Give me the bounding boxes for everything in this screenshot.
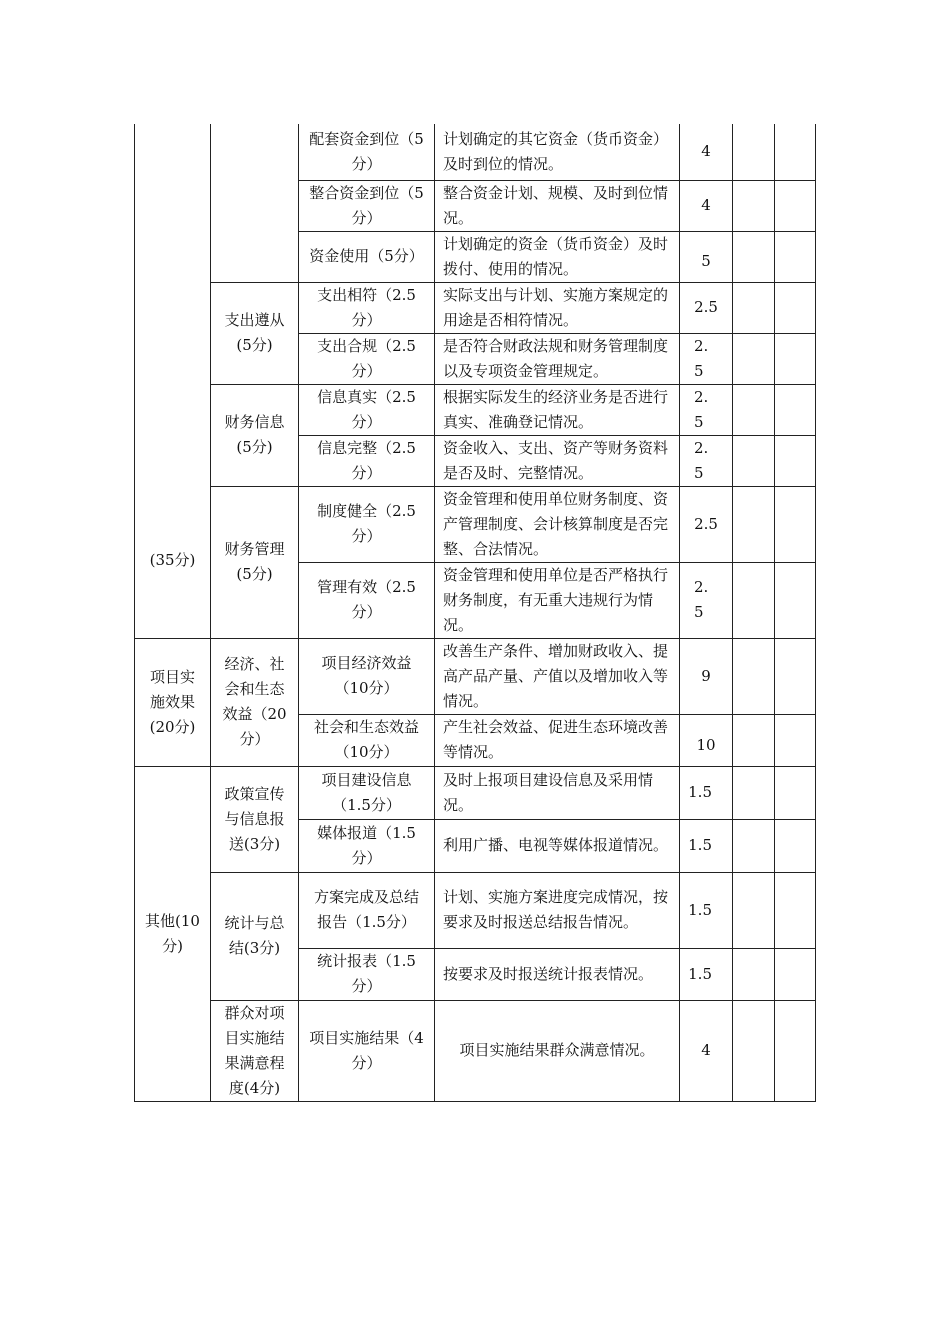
item-cell: 支出合规（2.5分） [299, 333, 435, 384]
empty-cell [775, 766, 816, 819]
table-row [135, 766, 816, 819]
desc-cell: 实际支出与计划、实施方案规定的用途是否相符情况。 [435, 282, 680, 333]
empty-cell [733, 333, 775, 384]
subcategory-cell: 财务信息(5分) [211, 384, 299, 486]
score-cell: 2.5 [680, 384, 733, 435]
item-cell: 资金使用（5分） [299, 231, 435, 282]
desc-cell: 根据实际发生的经济业务是否进行真实、准确登记情况。 [435, 384, 680, 435]
desc-cell: 按要求及时报送统计报表情况。 [435, 948, 680, 1000]
empty-cell [775, 333, 816, 384]
score-cell: 4 [680, 124, 733, 180]
score-cell: 2.5 [680, 486, 733, 562]
desc-cell: 资金管理和使用单位是否严格执行财务制度，有无重大违规行为情况。 [435, 562, 680, 638]
empty-cell [775, 384, 816, 435]
desc-cell: 资金收入、支出、资产等财务资料是否及时、完整情况。 [435, 435, 680, 486]
subcategory-cell [211, 124, 299, 282]
desc-cell: 整合资金计划、规模、及时到位情况。 [435, 180, 680, 231]
empty-cell [733, 638, 775, 714]
item-cell: 信息完整（2.5分） [299, 435, 435, 486]
score-cell: 2.5 [680, 282, 733, 333]
empty-cell [775, 180, 816, 231]
empty-cell [775, 231, 816, 282]
item-cell: 社会和生态效益（10分） [299, 714, 435, 766]
empty-cell [733, 435, 775, 486]
category-cell [135, 124, 211, 638]
desc-cell: 产生社会效益、促进生态环境改善等情况。 [435, 714, 680, 766]
item-cell: 配套资金到位（5分） [299, 124, 435, 180]
table-row [135, 872, 816, 948]
empty-cell [775, 714, 816, 766]
desc-cell: 是否符合财政法规和财务管理制度以及专项资金管理规定。 [435, 333, 680, 384]
item-cell: 整合资金到位（5分） [299, 180, 435, 231]
empty-cell [733, 282, 775, 333]
empty-cell [733, 124, 775, 180]
score-cell: 1.5 [680, 948, 733, 1000]
score-cell: 5 [680, 231, 733, 282]
empty-cell [733, 819, 775, 872]
desc-cell: 计划确定的其它资金（货币资金）及时到位的情况。 [435, 124, 680, 180]
score-cell: 4 [680, 180, 733, 231]
empty-cell [775, 124, 816, 180]
score-cell: 4 [680, 1000, 733, 1101]
subcategory-cell: 财务管理(5分) [211, 486, 299, 638]
desc-cell: 计划确定的资金（货币资金）及时拨付、使用的情况。 [435, 231, 680, 282]
desc-cell: 及时上报项目建设信息及采用情况。 [435, 766, 680, 819]
item-cell: 统计报表（1.5分） [299, 948, 435, 1000]
desc-cell: 利用广播、电视等媒体报道情况。 [435, 819, 680, 872]
evaluation-table [134, 124, 816, 1102]
empty-cell [733, 714, 775, 766]
subcategory-cell: 经济、社会和生态效益（20分） [211, 638, 299, 766]
empty-cell [733, 486, 775, 562]
item-cell: 方案完成及总结报告（1.5分） [299, 872, 435, 948]
empty-cell [775, 562, 816, 638]
desc-cell: 项目实施结果群众满意情况。 [435, 1000, 680, 1101]
empty-cell [775, 819, 816, 872]
empty-cell [733, 562, 775, 638]
item-cell: 支出相符（2.5分） [299, 282, 435, 333]
table-row [135, 384, 816, 435]
subcategory-cell: 政策宣传与信息报送(3分) [211, 766, 299, 872]
empty-cell [775, 435, 816, 486]
table-row [135, 282, 816, 333]
score-cell: 2.5 [680, 562, 733, 638]
item-cell: 媒体报道（1.5分） [299, 819, 435, 872]
item-cell: 项目实施结果（4分） [299, 1000, 435, 1101]
score-cell: 2.5 [680, 435, 733, 486]
desc-cell: 改善生产条件、增加财政收入、提高产品产量、产值以及增加收入等情况。 [435, 638, 680, 714]
empty-cell [775, 1000, 816, 1101]
category-cell: 其他(10分) [135, 766, 211, 1101]
item-cell: 项目经济效益（10分） [299, 638, 435, 714]
table-row [135, 124, 816, 180]
table-row [135, 638, 816, 714]
empty-cell [733, 948, 775, 1000]
empty-cell [733, 1000, 775, 1101]
desc-cell: 计划、实施方案进度完成情况，按要求及时报送总结报告情况。 [435, 872, 680, 948]
category-cell: 项目实施效果(20分) [135, 638, 211, 766]
empty-cell [733, 384, 775, 435]
score-cell: 1.5 [680, 766, 733, 819]
empty-cell [733, 766, 775, 819]
empty-cell [775, 872, 816, 948]
empty-cell [775, 486, 816, 562]
item-cell: 项目建设信息（1.5分） [299, 766, 435, 819]
empty-cell [775, 948, 816, 1000]
table-row [135, 486, 816, 562]
score-cell: 1.5 [680, 872, 733, 948]
empty-cell [733, 180, 775, 231]
item-cell: 制度健全（2.5分） [299, 486, 435, 562]
score-cell: 1.5 [680, 819, 733, 872]
score-cell: 9 [680, 638, 733, 714]
subcategory-cell: 统计与总结(3分) [211, 872, 299, 1000]
item-cell: 管理有效（2.5分） [299, 562, 435, 638]
category-score: (35分) [149, 550, 196, 569]
empty-cell [733, 872, 775, 948]
empty-cell [775, 638, 816, 714]
score-cell: 2.5 [680, 333, 733, 384]
subcategory-cell: 支出遵从(5分) [211, 282, 299, 384]
table-row [135, 1000, 816, 1101]
subcategory-cell: 群众对项目实施结果满意程度(4分) [211, 1000, 299, 1101]
empty-cell [733, 231, 775, 282]
empty-cell [775, 282, 816, 333]
item-cell: 信息真实（2.5分） [299, 384, 435, 435]
score-cell: 10 [680, 714, 733, 766]
desc-cell: 资金管理和使用单位财务制度、资产管理制度、会计核算制度是否完整、合法情况。 [435, 486, 680, 562]
